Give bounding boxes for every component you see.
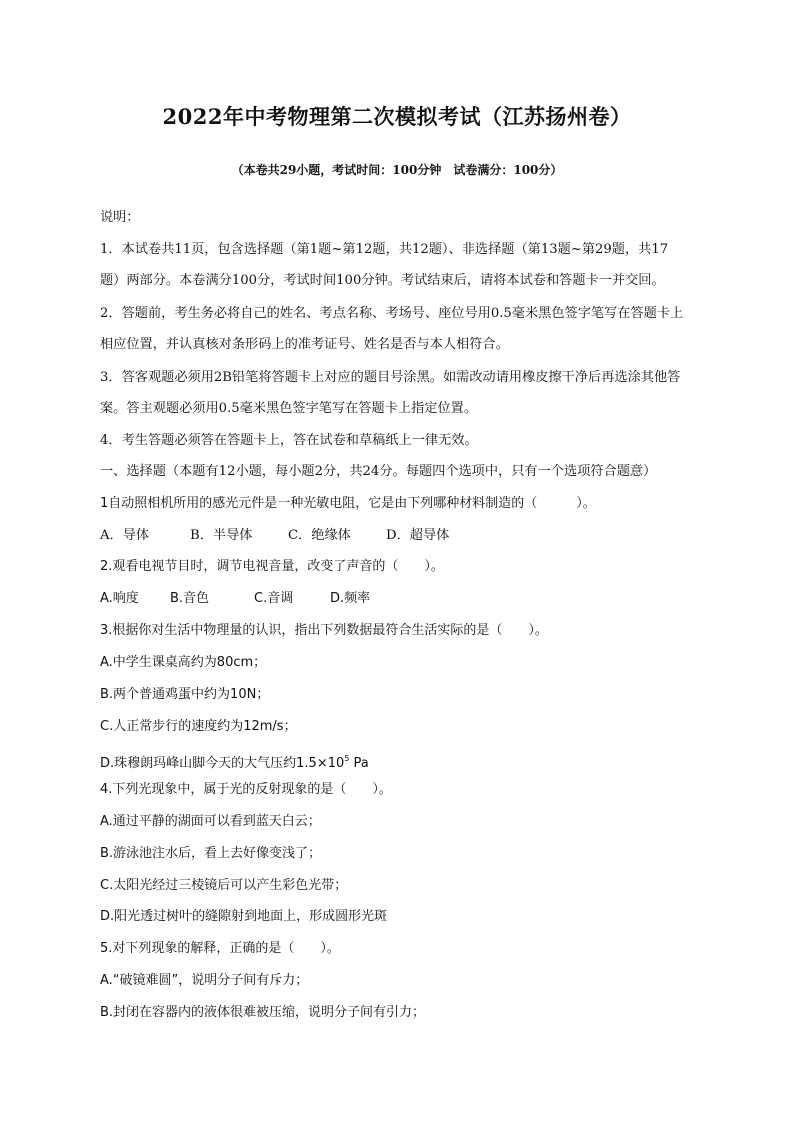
instruction-2-line-2: 相应位置，并认真核对条形码上的准考证号、姓名是否与本人相符合。 xyxy=(100,337,509,352)
question-1-options xyxy=(100,527,720,545)
instructions-heading: 说明： xyxy=(100,210,140,225)
question-4-option-b: B.游泳池注水后，看上去好像变浅了； xyxy=(100,846,322,861)
question-3-option-d-text: D.珠穆朗玛峰山脚今天的大气压约1.5×10 xyxy=(100,756,345,771)
question-3-option-d-unit: Pa xyxy=(349,756,369,771)
question-2-stem: 2.观看电视节目时，调节电视音量，改变了声音的（ ）。 xyxy=(100,559,444,574)
question-4-stem: 4.下列光现象中，属于光的反射现象的是（ ）。 xyxy=(100,782,392,797)
question-2-option-d: D.频率 xyxy=(330,591,371,606)
question-4-option-c: C.太阳光经过三棱镜后可以产生彩色光带； xyxy=(100,878,348,893)
question-2-option-b: B.音色 xyxy=(170,591,210,606)
question-5-option-b: B.封闭在容器内的液体很难被压缩，说明分子间有引力； xyxy=(100,1005,426,1020)
question-3-option-b: B.两个普通鸡蛋中约为10N； xyxy=(100,687,270,702)
question-2-options xyxy=(100,590,720,608)
instruction-1-line-2: 题）两部分。本卷满分100分，考试时间100分钟。考试结束后，请将本试卷和答题卡一并交回。 xyxy=(100,273,665,288)
question-3-stem: 3.根据你对生活中物理量的认识，指出下列数据最符合生活实际的是（ ）。 xyxy=(100,623,548,638)
question-5-stem: 5.对下列现象的解释，正确的是（ ）。 xyxy=(100,941,340,956)
instruction-4: 4．考生答题必须答在答题卡上，答在试卷和草稿纸上一律无效。 xyxy=(100,433,478,448)
question-2-option-c: C.音调 xyxy=(254,591,294,606)
question-1-option-a: A．导体 xyxy=(100,528,150,543)
question-1-option-c: C．绝缘体 xyxy=(288,528,351,543)
exam-title: 2022年中考物理第二次模拟考试（江苏扬州卷） xyxy=(162,104,632,129)
question-4-option-d: D.阳光透过树叶的缝隙射到地面上，形成圆形光斑 xyxy=(100,909,388,924)
question-1-option-d: D．超导体 xyxy=(386,528,450,543)
question-5-option-a: A.“破镜难圆”，说明分子间有斥力； xyxy=(100,973,309,988)
instruction-1-line-1: 1．本试卷共11页，包含选择题（第1题~第12题，共12题）、非选择题（第13题~第29题，共17 xyxy=(100,242,669,257)
question-3-option-a: A.中学生课桌高约为80cm； xyxy=(100,655,267,670)
question-3-option-d-exponent: 5 xyxy=(344,754,350,763)
question-4-option-a: A.通过平静的湖面可以看到蓝天白云； xyxy=(100,814,321,829)
question-2-option-a: A.响度 xyxy=(100,591,139,606)
instruction-3-line-1: 3．答客观题必须用2B铅笔将答题卡上对应的题目号涂黑。如需改动请用橡皮擦干净后再选涂其他答 xyxy=(100,370,681,385)
question-1-stem: 1自动照相机所用的感光元件是一种光敏电阻，它是由下列哪种材料制造的（ ）。 xyxy=(100,496,596,511)
instruction-2-line-1: 2．答题前，考生务必将自己的姓名、考点名称、考场号、座位号用0.5毫米黑色签字笔写在答题卡上 xyxy=(100,306,684,321)
exam-subtitle: （本卷共29小题，考试时间：100分钟 试卷满分：100分） xyxy=(231,163,563,177)
question-1-option-b: B．半导体 xyxy=(190,528,253,543)
question-3-option-d xyxy=(100,750,720,773)
instruction-3-line-2: 案。答主观题必须用0.5毫米黑色签字笔写在答题卡上指定位置。 xyxy=(100,401,478,416)
section-1-heading: 一、选择题（本题有12小题，每小题2分，共24分。每题四个选项中，只有一个选项符合题意） xyxy=(100,464,657,479)
question-3-option-c: C.人正常步行的速度约为12m/s； xyxy=(100,719,297,734)
